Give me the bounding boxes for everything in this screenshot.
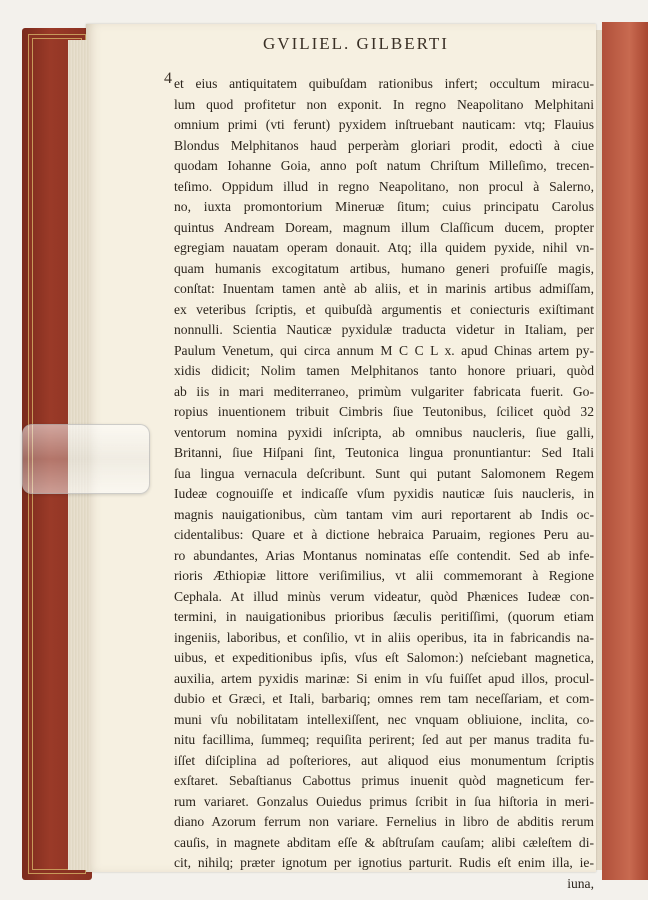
text-line: nitu facillima, ſummeq; requiſita perirent; ſed aut per manus tradita fu- <box>174 732 594 747</box>
body-text <box>174 74 594 894</box>
text-line: cit, nihilq; præter ignotum per ignotius parturit. Rudis eſt enim illa, ie- <box>174 855 594 870</box>
text-line: uibus, et expeditionibus ipſis, vſus eſt Salomon:) neſciebant magnetica, <box>174 650 594 665</box>
text-line: ventorum nomina pyxidi inſcripta, ab omnibus naucleris, ſiue galli, <box>174 424 594 440</box>
text-line: dubio et Græci, et Itali, barbariq; omnes rem tam neceſſariam, et com- <box>174 691 594 706</box>
text-line: quam humanis excogitatum artibus, humano generi profuiſſe magis, <box>174 260 594 276</box>
text-line: Britanni, ſiue Hiſpani ſint, Teutonica lingua pronuntiantur: Sed Itali <box>174 445 594 460</box>
text-line: magnis nauigationibus, cùm tantam vim auri reportarent ab Indis oc- <box>174 506 594 522</box>
text-line: lum quod profitetur non exponit. In regno Neapolitano Melphitani <box>174 96 594 112</box>
text-line: ab iis in mari mediterraneo, primùm vulgariter fabricata fuerit. Go- <box>174 383 594 399</box>
text-line: nonnulli. Scientia Nauticæ pyxidulæ traducta videtur in Italiam, per <box>174 322 594 337</box>
text-line: termini, in nauigationibus prioribus ſæculis peritiſſimi, (quorum etiam <box>174 609 594 624</box>
text-line: omnium primi (vti ferunt) pyxidem inſtruebant nauticam: vtq; Flauius <box>174 117 594 132</box>
text-line: ſua lingua vernacula deſcribunt. Sunt qui putant Salomonem Regem <box>174 465 594 481</box>
text-line: conſtat: Inuentam tamen antè ab aliis, et in marinis artibus admiſſam, <box>174 281 594 296</box>
text-line: rum variaret. Gonzalus Ouiedus primus ſcribit in ſua hiſtoria in meri- <box>174 793 594 809</box>
text-line: Blondus Melphitanos haud perperàm gloriari prodit, edoctì à ciue <box>174 137 594 153</box>
running-head: GVILIEL. GILBERTI <box>263 34 449 53</box>
text-line: Cephala. At illud minùs verum videatur, quòd Phænices Iudeæ con- <box>174 588 594 604</box>
text-line: muni vſu nobilitatam intellexiſſent, nec vnquam obliuione, inclita, co- <box>174 711 594 727</box>
text-line: Paulum Venetum, qui circa annum M C C L x. apud Chinas artem py- <box>174 342 594 358</box>
right-leather-cover <box>602 22 648 880</box>
text-line: iſſet diſciplina ad poſteriores, aut aliquod eius monumentum ſcriptis <box>174 752 594 768</box>
text-line: teſimo. Oppidum illud in regno Neapolitano, non procul à Salerno, <box>174 178 594 194</box>
page-number: 4 <box>164 70 172 87</box>
text-line: auxilia, artem pyxidis marinæ: Si enim in vſu fuiſſet apud illos, procul- <box>174 670 594 686</box>
text-line: Iudeæ cognouiſſe et indicaſſe vſum pyxidis nauticæ ſuis naucleris, in <box>174 486 594 501</box>
text-line: ingeniis, laboribus, et conſilio, vt in aliis operibus, ita in fabricandis na- <box>174 629 594 645</box>
text-line: rioris Æthiopiæ littore veriſimilius, vt alii commemorant à Regione <box>174 568 594 583</box>
text-line: diano Azorum ferrum non variare. Fernelius in libro de abditis rerum <box>174 814 594 829</box>
text-line: xidis didicit; Nolim tamen Melphitanos tanto honore priuari, quòd <box>174 363 594 378</box>
text-line: ro abundantes, Arias Montanus nominatas eſſe contendit. Sed ab infe- <box>174 547 594 563</box>
text-line: cidentalibus: Quare et à dictione hebraica Paruaim, regiones Peru au- <box>174 527 594 542</box>
text-line: ex veteribus ſcriptis, et quibuſdà argumentis et coniecturis exiſtimant <box>174 301 594 317</box>
text-line: ropius inuentionem tribuit Cimbris ſiue Teutonibus, ſcilicet quòd 32 <box>174 404 594 419</box>
page-holder-clip <box>22 424 150 494</box>
text-line: cauſis, in magnete abditam eſſe & abſtruſam cauſam; alibi cæleſtem di- <box>174 834 594 850</box>
text-line: no, iuxta promontorium Mineruæ ſitum; cuius principatu Carolus <box>174 199 594 214</box>
text-line: iuna, <box>567 875 594 891</box>
text-line: quodam Iohanne Goia, anno poſt natum Chriſtum Milleſimo, trecen- <box>174 158 594 173</box>
text-line: quintus Andream Doream, magnum illum Claſſicum ducem, propter <box>174 219 594 235</box>
text-line: exſtaret. Sebaſtianus Cabottus primus inuenit quòd magneticum fer- <box>174 773 594 788</box>
text-line: et eius antiquitatem quibuſdam rationibus infert; occultum miracu- <box>174 76 594 91</box>
text-line: egregiam nauatam operam donauit. Atq; illa quidem pyxide, nihil vn- <box>174 240 594 255</box>
